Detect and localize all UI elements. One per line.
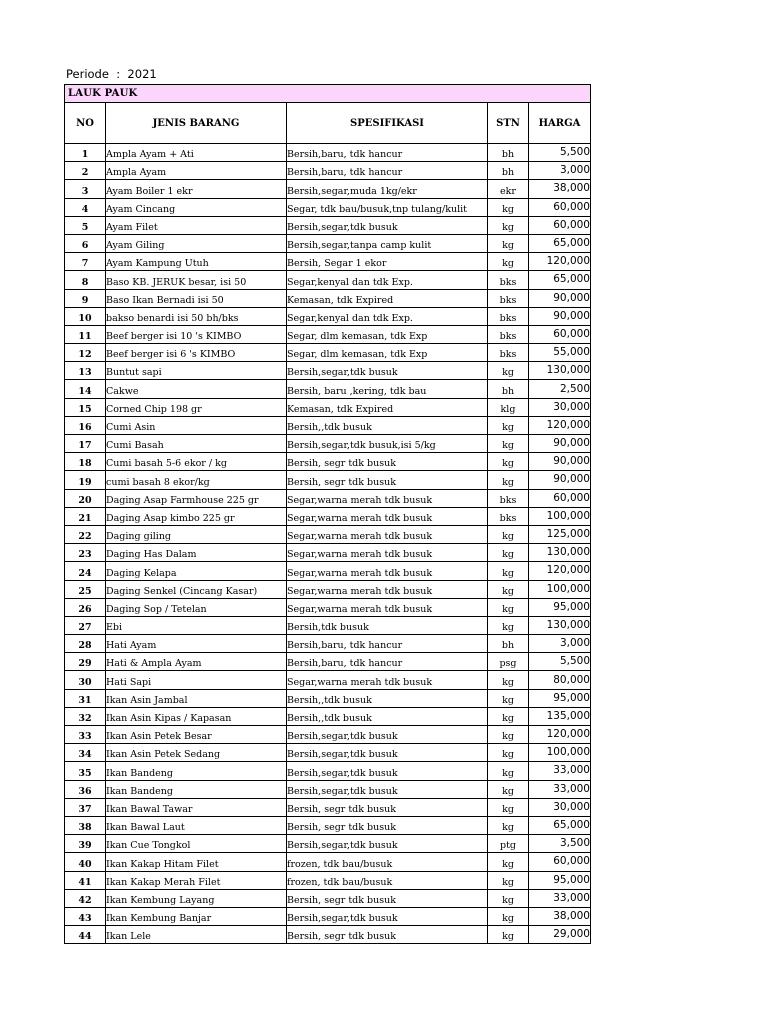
item-unit: bks xyxy=(488,507,529,525)
row-number: 12 xyxy=(65,344,106,362)
item-name: Hati Ayam xyxy=(106,635,287,653)
table-row[interactable] xyxy=(65,180,591,198)
item-price: 33,000 xyxy=(529,762,591,780)
table-row[interactable] xyxy=(65,744,591,762)
row-number: 7 xyxy=(65,253,106,271)
item-unit: ptg xyxy=(488,835,529,853)
header-no: NO xyxy=(65,103,106,144)
item-name: Ikan Kakap Merah Filet xyxy=(106,871,287,889)
table-row[interactable] xyxy=(65,253,591,271)
item-unit: kg xyxy=(488,889,529,907)
item-spec: Bersih,segar,tdk busuk,isi 5/kg xyxy=(287,435,488,453)
item-name: Ikan Bandeng xyxy=(106,762,287,780)
item-price: 65,000 xyxy=(529,271,591,289)
item-unit: kg xyxy=(488,580,529,598)
item-unit: kg xyxy=(488,562,529,580)
row-number: 9 xyxy=(65,289,106,307)
row-number: 34 xyxy=(65,744,106,762)
row-number: 22 xyxy=(65,525,106,543)
item-spec: Bersih,baru, tdk hancur xyxy=(287,144,488,162)
category-label: LAUK PAUK xyxy=(65,85,591,103)
row-number: 41 xyxy=(65,871,106,889)
row-number: 15 xyxy=(65,398,106,416)
item-spec: Segar, tdk bau/busuk,tnp tulang/kulit xyxy=(287,198,488,216)
table-row[interactable] xyxy=(65,580,591,598)
item-name: Hati & Ampla Ayam xyxy=(106,653,287,671)
item-price: 100,000 xyxy=(529,507,591,525)
row-number: 36 xyxy=(65,780,106,798)
row-number: 32 xyxy=(65,707,106,725)
table-row[interactable] xyxy=(65,471,591,489)
item-unit: bh xyxy=(488,144,529,162)
item-price: 120,000 xyxy=(529,562,591,580)
item-price: 130,000 xyxy=(529,362,591,380)
item-price: 38,000 xyxy=(529,907,591,925)
category-row xyxy=(65,85,591,103)
table-row[interactable] xyxy=(65,380,591,398)
table-row[interactable] xyxy=(65,489,591,507)
item-price: 90,000 xyxy=(529,453,591,471)
item-unit: psg xyxy=(488,653,529,671)
item-name: Cumi Asin xyxy=(106,416,287,434)
item-price: 2,500 xyxy=(529,380,591,398)
item-price: 5,500 xyxy=(529,144,591,162)
item-spec: Bersih, segr tdk busuk xyxy=(287,926,488,944)
row-number: 21 xyxy=(65,507,106,525)
item-unit: kg xyxy=(488,416,529,434)
table-row[interactable] xyxy=(65,435,591,453)
item-spec: Bersih,tdk busuk xyxy=(287,616,488,634)
row-number: 38 xyxy=(65,816,106,834)
item-price: 90,000 xyxy=(529,471,591,489)
item-spec: Bersih, segr tdk busuk xyxy=(287,816,488,834)
row-number: 35 xyxy=(65,762,106,780)
item-unit: kg xyxy=(488,871,529,889)
item-spec: Segar,warna merah tdk busuk xyxy=(287,562,488,580)
table-row[interactable] xyxy=(65,453,591,471)
item-unit: kg xyxy=(488,726,529,744)
item-price: 130,000 xyxy=(529,544,591,562)
table-row[interactable] xyxy=(65,598,591,616)
item-unit: ekr xyxy=(488,180,529,198)
item-price: 30,000 xyxy=(529,798,591,816)
item-spec: Bersih, segr tdk busuk xyxy=(287,471,488,489)
table-row[interactable] xyxy=(65,689,591,707)
header-harga: HARGA xyxy=(529,103,591,144)
row-number: 33 xyxy=(65,726,106,744)
header-row xyxy=(65,103,591,144)
item-name: Cumi Basah xyxy=(106,435,287,453)
item-name: Daging Kelapa xyxy=(106,562,287,580)
item-spec: Segar, dlm kemasan, tdk Exp xyxy=(287,325,488,343)
item-name: Ikan Asin Petek Besar xyxy=(106,726,287,744)
row-number: 31 xyxy=(65,689,106,707)
table-row[interactable] xyxy=(65,544,591,562)
table-row[interactable] xyxy=(65,871,591,889)
item-price: 3,000 xyxy=(529,635,591,653)
item-spec: Segar,kenyal dan tdk Exp. xyxy=(287,271,488,289)
item-price: 65,000 xyxy=(529,816,591,834)
item-unit: kg xyxy=(488,780,529,798)
item-price: 125,000 xyxy=(529,525,591,543)
item-price: 60,000 xyxy=(529,325,591,343)
item-spec: Bersih,,tdk busuk xyxy=(287,689,488,707)
item-spec: Segar,warna merah tdk busuk xyxy=(287,507,488,525)
item-unit: bks xyxy=(488,307,529,325)
item-unit: kg xyxy=(488,671,529,689)
row-number: 14 xyxy=(65,380,106,398)
item-unit: kg xyxy=(488,853,529,871)
item-spec: Segar,warna merah tdk busuk xyxy=(287,580,488,598)
item-name: Baso Ikan Bernadi isi 50 xyxy=(106,289,287,307)
item-unit: kg xyxy=(488,234,529,252)
item-name: Ayam Filet xyxy=(106,216,287,234)
row-number: 27 xyxy=(65,616,106,634)
table-row[interactable] xyxy=(65,907,591,925)
item-unit: bks xyxy=(488,271,529,289)
item-name: Ampla Ayam xyxy=(106,162,287,180)
row-number: 30 xyxy=(65,671,106,689)
item-spec: frozen, tdk bau/busuk xyxy=(287,853,488,871)
item-unit: bh xyxy=(488,380,529,398)
item-spec: Bersih,baru, tdk hancur xyxy=(287,653,488,671)
item-spec: Segar,warna merah tdk busuk xyxy=(287,544,488,562)
item-name: Hati Sapi xyxy=(106,671,287,689)
row-number: 23 xyxy=(65,544,106,562)
item-price: 33,000 xyxy=(529,889,591,907)
item-price: 135,000 xyxy=(529,707,591,725)
item-spec: Bersih,segar,tdk busuk xyxy=(287,216,488,234)
item-spec: Bersih,segar,tdk busuk xyxy=(287,780,488,798)
table-row[interactable] xyxy=(65,289,591,307)
row-number: 16 xyxy=(65,416,106,434)
table-row[interactable] xyxy=(65,271,591,289)
item-price: 90,000 xyxy=(529,307,591,325)
table-row[interactable] xyxy=(65,853,591,871)
item-price: 120,000 xyxy=(529,726,591,744)
item-spec: Bersih,baru, tdk hancur xyxy=(287,162,488,180)
item-unit: kg xyxy=(488,689,529,707)
item-unit: kg xyxy=(488,907,529,925)
item-spec: Segar, dlm kemasan, tdk Exp xyxy=(287,344,488,362)
item-name: Ikan Asin Petek Sedang xyxy=(106,744,287,762)
item-name: Ayam Boiler 1 ekr xyxy=(106,180,287,198)
table-row[interactable] xyxy=(65,416,591,434)
item-price: 33,000 xyxy=(529,780,591,798)
item-unit: kg xyxy=(488,798,529,816)
table-row[interactable] xyxy=(65,816,591,834)
item-name: Ikan Bawal Laut xyxy=(106,816,287,834)
item-spec: Bersih,segar,tdk busuk xyxy=(287,744,488,762)
row-number: 44 xyxy=(65,926,106,944)
item-unit: kg xyxy=(488,453,529,471)
item-spec: frozen, tdk bau/busuk xyxy=(287,871,488,889)
item-unit: bks xyxy=(488,344,529,362)
item-name: Daging Asap Farmhouse 225 gr xyxy=(106,489,287,507)
item-price: 120,000 xyxy=(529,253,591,271)
item-price: 95,000 xyxy=(529,689,591,707)
item-name: Ikan Cue Tongkol xyxy=(106,835,287,853)
item-price: 38,000 xyxy=(529,180,591,198)
item-spec: Bersih, Segar 1 ekor xyxy=(287,253,488,271)
table-row[interactable] xyxy=(65,362,591,380)
price-table xyxy=(64,84,591,944)
row-number: 1 xyxy=(65,144,106,162)
item-spec: Bersih,segar,tdk busuk xyxy=(287,762,488,780)
row-number: 26 xyxy=(65,598,106,616)
table-row[interactable] xyxy=(65,762,591,780)
row-number: 25 xyxy=(65,580,106,598)
item-name: Ikan Kembung Banjar xyxy=(106,907,287,925)
item-unit: kg xyxy=(488,525,529,543)
item-name: Ebi xyxy=(106,616,287,634)
item-spec: Segar,warna merah tdk busuk xyxy=(287,525,488,543)
table-row[interactable] xyxy=(65,507,591,525)
table-row[interactable] xyxy=(65,707,591,725)
item-name: Baso KB. JERUK besar, isi 50 xyxy=(106,271,287,289)
item-spec: Bersih,segar,tdk busuk xyxy=(287,907,488,925)
header-stn: STN xyxy=(488,103,529,144)
item-unit: kg xyxy=(488,471,529,489)
item-name: Ampla Ayam + Ati xyxy=(106,144,287,162)
header-spesifikasi: SPESIFIKASI xyxy=(287,103,488,144)
item-price: 120,000 xyxy=(529,416,591,434)
item-price: 60,000 xyxy=(529,216,591,234)
item-name: Daging Asap kimbo 225 gr xyxy=(106,507,287,525)
table-row[interactable] xyxy=(65,780,591,798)
item-unit: bks xyxy=(488,489,529,507)
table-row[interactable] xyxy=(65,926,591,944)
row-number: 13 xyxy=(65,362,106,380)
item-price: 55,000 xyxy=(529,344,591,362)
item-spec: Kemasan, tdk Expired xyxy=(287,289,488,307)
table-row[interactable] xyxy=(65,635,591,653)
row-number: 28 xyxy=(65,635,106,653)
table-row[interactable] xyxy=(65,325,591,343)
table-row[interactable] xyxy=(65,653,591,671)
item-spec: Bersih,,tdk busuk xyxy=(287,416,488,434)
item-unit: kg xyxy=(488,253,529,271)
item-name: Ikan Asin Jambal xyxy=(106,689,287,707)
item-price: 95,000 xyxy=(529,598,591,616)
table-row[interactable] xyxy=(65,726,591,744)
item-spec: Bersih,baru, tdk hancur xyxy=(287,635,488,653)
table-row[interactable] xyxy=(65,398,591,416)
table-row[interactable] xyxy=(65,234,591,252)
table-row[interactable] xyxy=(65,671,591,689)
item-unit: kg xyxy=(488,435,529,453)
item-spec: Kemasan, tdk Expired xyxy=(287,398,488,416)
table-row[interactable] xyxy=(65,307,591,325)
item-unit: bh xyxy=(488,635,529,653)
row-number: 18 xyxy=(65,453,106,471)
item-unit: bks xyxy=(488,289,529,307)
item-unit: kg xyxy=(488,744,529,762)
item-price: 5,500 xyxy=(529,653,591,671)
item-spec: Bersih,segar,tanpa camp kulit xyxy=(287,234,488,252)
item-unit: kg xyxy=(488,707,529,725)
item-spec: Bersih,segar,tdk busuk xyxy=(287,726,488,744)
item-price: 100,000 xyxy=(529,744,591,762)
table-row[interactable] xyxy=(65,198,591,216)
item-spec: Bersih,segar,tdk busuk xyxy=(287,362,488,380)
table-row[interactable] xyxy=(65,216,591,234)
item-name: Buntut sapi xyxy=(106,362,287,380)
item-name: Cumi basah 5-6 ekor / kg xyxy=(106,453,287,471)
item-unit: kg xyxy=(488,762,529,780)
item-name: Daging giling xyxy=(106,525,287,543)
item-spec: Segar,warna merah tdk busuk xyxy=(287,598,488,616)
row-number: 19 xyxy=(65,471,106,489)
row-number: 17 xyxy=(65,435,106,453)
item-spec: Bersih,segar,tdk busuk xyxy=(287,835,488,853)
item-name: Corned Chip 198 gr xyxy=(106,398,287,416)
row-number: 24 xyxy=(65,562,106,580)
table-row[interactable] xyxy=(65,835,591,853)
item-price: 90,000 xyxy=(529,289,591,307)
item-spec: Bersih, segr tdk busuk xyxy=(287,453,488,471)
item-price: 3,000 xyxy=(529,162,591,180)
item-unit: kg xyxy=(488,816,529,834)
item-price: 60,000 xyxy=(529,489,591,507)
table-row[interactable] xyxy=(65,162,591,180)
item-spec: Bersih, baru ,kering, tdk bau xyxy=(287,380,488,398)
item-price: 30,000 xyxy=(529,398,591,416)
item-name: Ikan Lele xyxy=(106,926,287,944)
item-unit: bh xyxy=(488,162,529,180)
item-name: Ikan Kakap Hitam Filet xyxy=(106,853,287,871)
item-unit: kg xyxy=(488,926,529,944)
item-price: 29,000 xyxy=(529,926,591,944)
row-number: 40 xyxy=(65,853,106,871)
item-name: Ikan Asin Kipas / Kapasan xyxy=(106,707,287,725)
row-number: 37 xyxy=(65,798,106,816)
table-row[interactable] xyxy=(65,144,591,162)
header-jenis-barang: JENIS BARANG xyxy=(106,103,287,144)
row-number: 42 xyxy=(65,889,106,907)
item-name: Ayam Kampung Utuh xyxy=(106,253,287,271)
item-unit: kg xyxy=(488,216,529,234)
row-number: 5 xyxy=(65,216,106,234)
table-row[interactable] xyxy=(65,344,591,362)
item-name: Ikan Kembung Layang xyxy=(106,889,287,907)
item-name: Daging Has Dalam xyxy=(106,544,287,562)
item-unit: kg xyxy=(488,598,529,616)
table-row[interactable] xyxy=(65,889,591,907)
item-name: Ayam Giling xyxy=(106,234,287,252)
row-number: 2 xyxy=(65,162,106,180)
table-row[interactable] xyxy=(65,562,591,580)
item-name: bakso benardi isi 50 bh/bks xyxy=(106,307,287,325)
item-unit: kg xyxy=(488,616,529,634)
item-name: Beef berger isi 10 's KIMBO xyxy=(106,325,287,343)
item-price: 130,000 xyxy=(529,616,591,634)
row-number: 29 xyxy=(65,653,106,671)
item-unit: bks xyxy=(488,325,529,343)
item-spec: Segar,warna merah tdk busuk xyxy=(287,671,488,689)
item-name: cumi basah 8 ekor/kg xyxy=(106,471,287,489)
item-name: Daging Senkel (Cincang Kasar) xyxy=(106,580,287,598)
item-spec: Bersih, segr tdk busuk xyxy=(287,889,488,907)
row-number: 11 xyxy=(65,325,106,343)
item-spec: Bersih, segr tdk busuk xyxy=(287,798,488,816)
table-row[interactable] xyxy=(65,798,591,816)
item-price: 100,000 xyxy=(529,580,591,598)
item-spec: Segar,warna merah tdk busuk xyxy=(287,489,488,507)
item-price: 95,000 xyxy=(529,871,591,889)
item-unit: kg xyxy=(488,362,529,380)
item-price: 65,000 xyxy=(529,234,591,252)
item-price: 90,000 xyxy=(529,435,591,453)
row-number: 39 xyxy=(65,835,106,853)
row-number: 6 xyxy=(65,234,106,252)
item-unit: kg xyxy=(488,544,529,562)
item-spec: Bersih,,tdk busuk xyxy=(287,707,488,725)
item-price: 3,500 xyxy=(529,835,591,853)
row-number: 3 xyxy=(65,180,106,198)
periode-label: Periode : 2021 xyxy=(66,67,157,81)
item-unit: klg xyxy=(488,398,529,416)
item-spec: Segar,kenyal dan tdk Exp. xyxy=(287,307,488,325)
item-name: Ikan Bandeng xyxy=(106,780,287,798)
table-row[interactable] xyxy=(65,525,591,543)
row-number: 4 xyxy=(65,198,106,216)
row-number: 8 xyxy=(65,271,106,289)
item-price: 60,000 xyxy=(529,198,591,216)
item-name: Daging Sop / Tetelan xyxy=(106,598,287,616)
table-row[interactable] xyxy=(65,616,591,634)
row-number: 10 xyxy=(65,307,106,325)
row-number: 20 xyxy=(65,489,106,507)
row-number: 43 xyxy=(65,907,106,925)
item-name: Ayam Cincang xyxy=(106,198,287,216)
item-price: 80,000 xyxy=(529,671,591,689)
item-name: Beef berger isi 6 's KIMBO xyxy=(106,344,287,362)
item-price: 60,000 xyxy=(529,853,591,871)
item-unit: kg xyxy=(488,198,529,216)
item-name: Cakwe xyxy=(106,380,287,398)
item-name: Ikan Bawal Tawar xyxy=(106,798,287,816)
item-spec: Bersih,segar,muda 1kg/ekr xyxy=(287,180,488,198)
